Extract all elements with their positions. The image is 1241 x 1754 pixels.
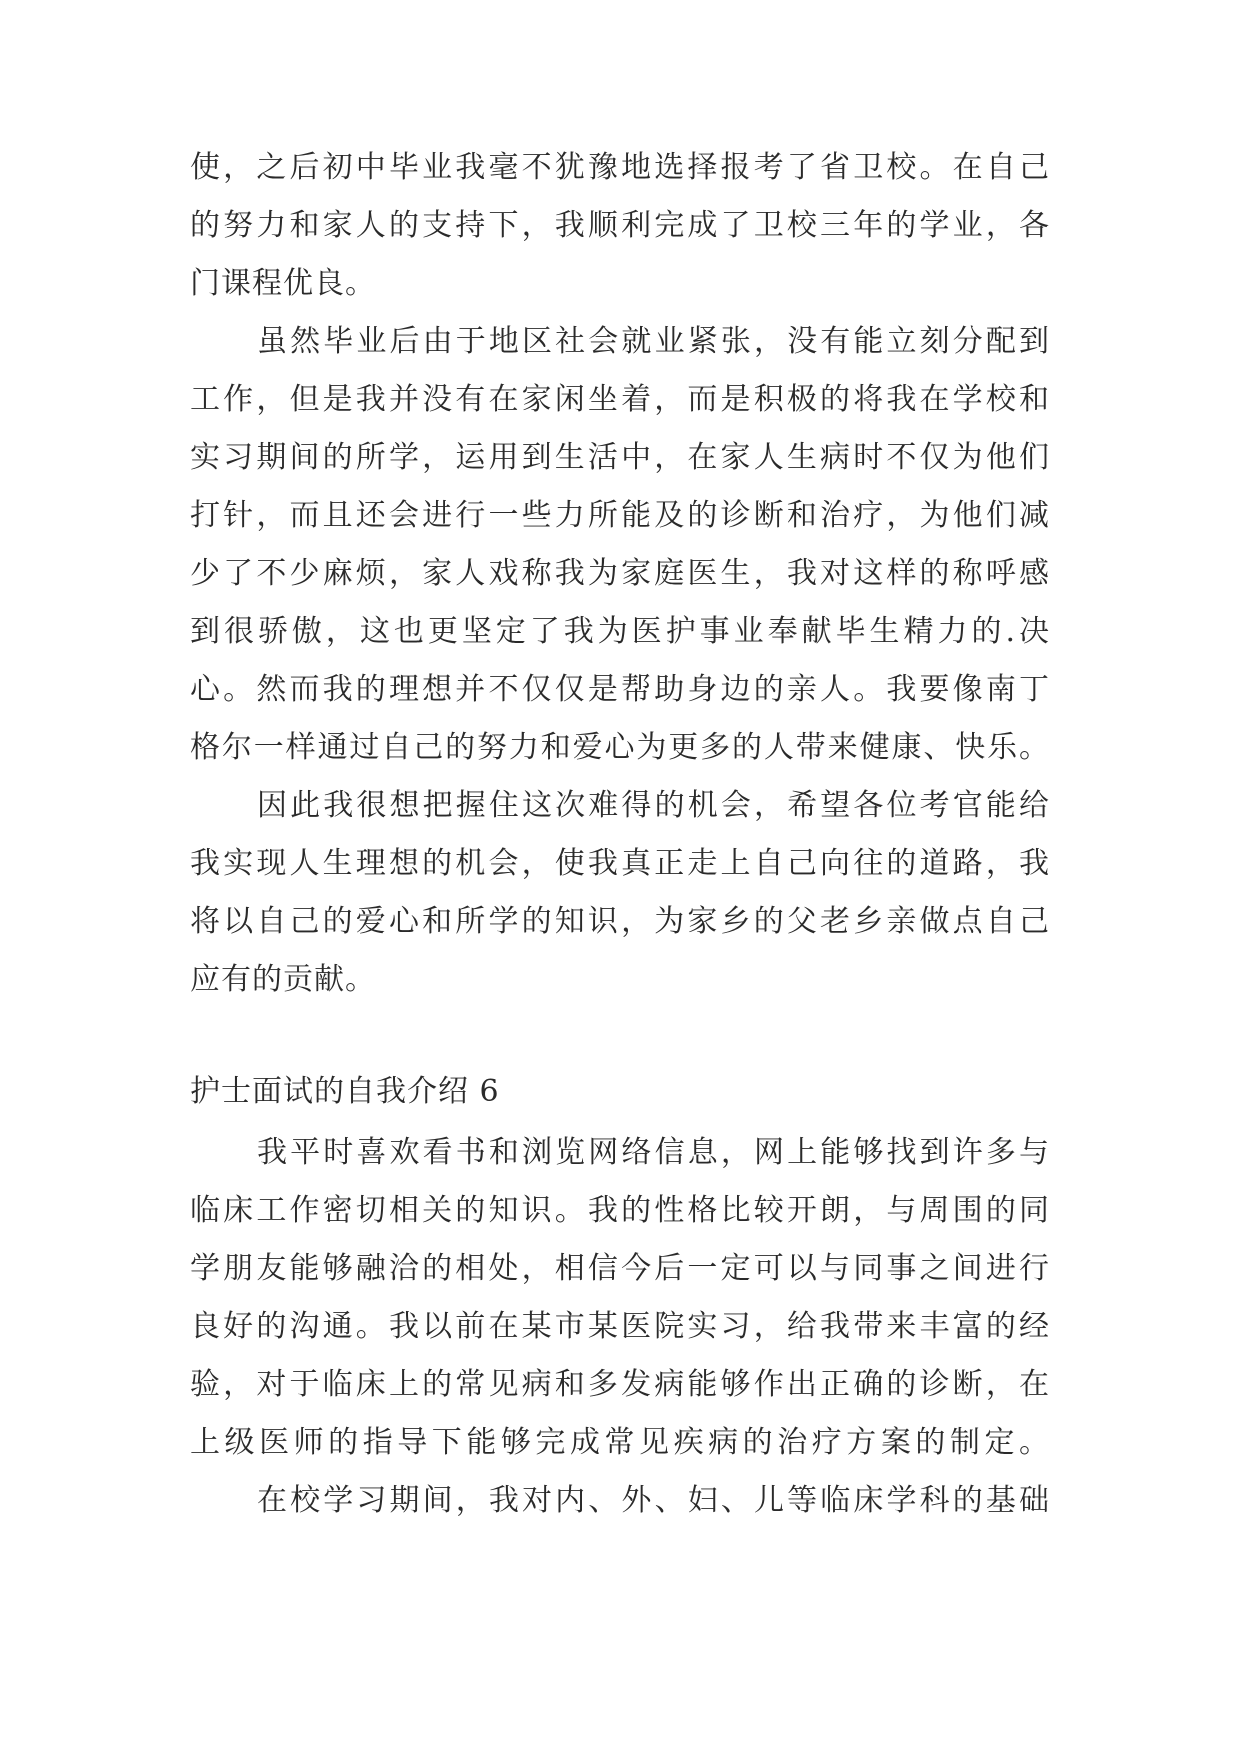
section-heading: 护士面试的自我介绍 6 (190, 1074, 500, 1109)
text-line: 我平时喜欢看书和浏览网络信息，网上能够找到许多与 (257, 1135, 1050, 1170)
text-line: 学朋友能够融洽的相处，相信今后一定可以与同事之间进行 (190, 1251, 1050, 1286)
text-line: 实习期间的所学，运用到生活中，在家人生病时不仅为他们 (190, 440, 1050, 475)
text-line: 的努力和家人的支持下，我顺利完成了卫校三年的学业，各 (190, 208, 1050, 243)
text-line: 工作，但是我并没有在家闲坐着，而是积极的将我在学校和 (190, 382, 1050, 417)
text-line: 少了不少麻烦，家人戏称我为家庭医生，我对这样的称呼感 (190, 556, 1050, 591)
text-line: 上级医师的指导下能够完成常见疾病的治疗方案的制定。 (190, 1425, 1050, 1460)
text-line: 到很骄傲，这也更坚定了我为医护事业奉献毕生精力的.决 (190, 614, 1050, 649)
text-line: 门课程优良。 (190, 266, 376, 301)
text-line: 应有的贡献。 (190, 962, 376, 997)
text-line: 使，之后初中毕业我毫不犹豫地选择报考了省卫校。在自己 (190, 150, 1050, 185)
text-line: 将以自己的爱心和所学的知识，为家乡的父老乡亲做点自己 (190, 904, 1050, 939)
text-line: 打针，而且还会进行一些力所能及的诊断和治疗，为他们减 (190, 498, 1050, 533)
text-line: 良好的沟通。我以前在某市某医院实习，给我带来丰富的经 (190, 1309, 1050, 1344)
text-line: 临床工作密切相关的知识。我的性格比较开朗，与周围的同 (190, 1193, 1050, 1228)
text-line: 格尔一样通过自己的努力和爱心为更多的人带来健康、快乐。 (190, 730, 1050, 765)
text-line: 心。然而我的理想并不仅仅是帮助身边的亲人。我要像南丁 (190, 672, 1050, 707)
text-line: 因此我很想把握住这次难得的机会，希望各位考官能给 (257, 788, 1050, 823)
text-line: 验，对于临床上的常见病和多发病能够作出正确的诊断，在 (190, 1367, 1050, 1402)
text-line: 虽然毕业后由于地区社会就业紧张，没有能立刻分配到 (257, 324, 1050, 359)
text-line: 在校学习期间，我对内、外、妇、儿等临床学科的基础 (257, 1483, 1050, 1518)
text-line: 我实现人生理想的机会，使我真正走上自己向往的道路，我 (190, 846, 1050, 881)
